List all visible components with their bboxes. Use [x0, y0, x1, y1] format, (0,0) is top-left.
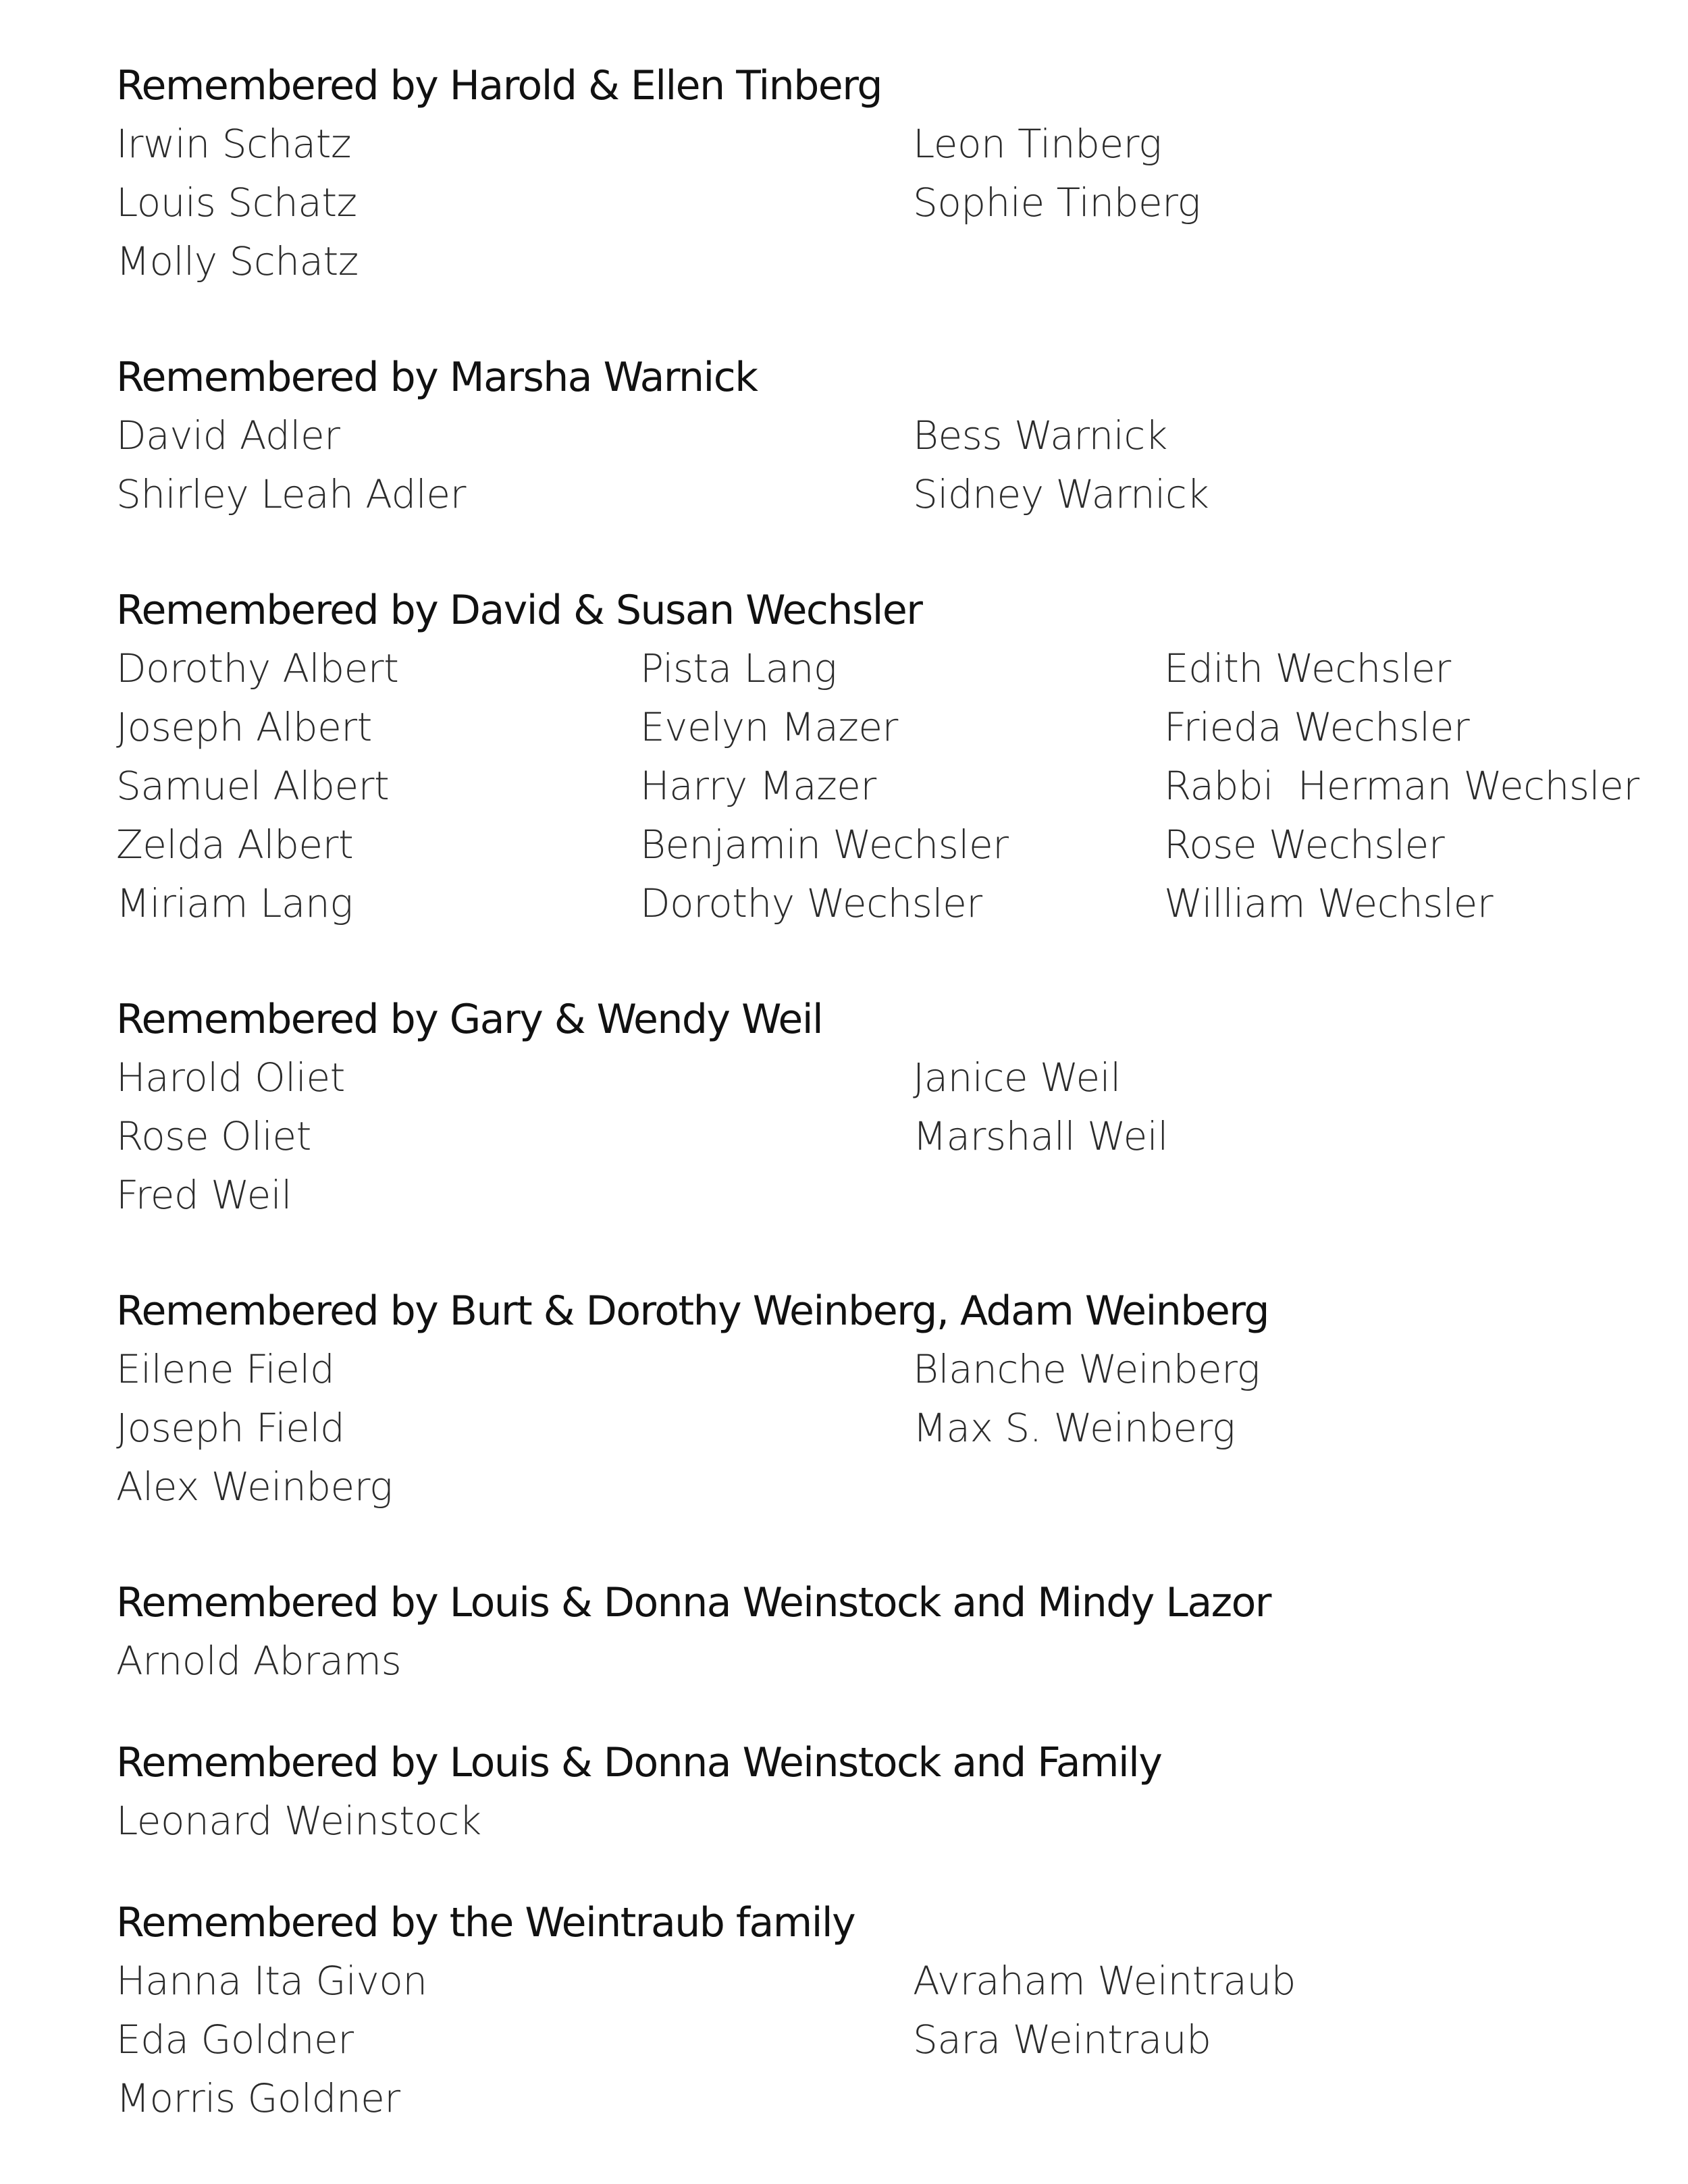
section-spacer	[116, 1690, 1642, 1734]
name-entry: Avraham Weintraub	[913, 1958, 1296, 2004]
name-entry: Pista Lang	[640, 645, 837, 691]
name-entry: Eilene Field	[116, 1346, 335, 1392]
name-entry: Morris Goldner	[116, 2075, 400, 2121]
name-entry: Molly Schatz	[116, 238, 359, 284]
name-entry: Rabbi Herman Wechsler	[1164, 763, 1639, 809]
section-heading: Remembered by Marsha Warnick	[116, 354, 758, 401]
name-entry: Samuel Albert	[116, 763, 390, 809]
name-entry: Zelda Albert	[116, 822, 354, 868]
name-list	[116, 1632, 1642, 1690]
section-spacer	[116, 291, 1642, 348]
name-entry: Joseph Albert	[116, 704, 372, 750]
name-list	[116, 639, 1642, 933]
name-list	[116, 1952, 1642, 2128]
memorial-section	[116, 1734, 1642, 1850]
memorial-section	[116, 581, 1642, 933]
name-entry: David Adler	[116, 412, 340, 458]
name-entry: Sidney Warnick	[913, 471, 1209, 517]
section-spacer	[116, 524, 1642, 581]
section-heading: Remembered by Harold & Ellen Tinberg	[116, 62, 882, 109]
name-entry: Rose Wechsler	[1164, 822, 1445, 868]
name-entry: Leonard Weinstock	[116, 1798, 481, 1844]
memorial-section	[116, 1894, 1642, 2128]
name-entry: Bess Warnick	[913, 412, 1167, 458]
section-spacer	[116, 1850, 1642, 1894]
name-entry: Fred Weil	[116, 1172, 292, 1218]
memorial-section	[116, 990, 1642, 1225]
name-list	[116, 115, 1642, 291]
section-heading: Remembered by the Weintraub family	[116, 1899, 855, 1946]
section-spacer	[116, 1225, 1642, 1282]
name-entry: Max S. Weinberg	[913, 1405, 1236, 1451]
name-list	[116, 1792, 1642, 1850]
name-entry: William Wechsler	[1164, 880, 1494, 926]
name-entry: Janice Weil	[913, 1055, 1121, 1100]
name-entry: Edith Wechsler	[1164, 645, 1451, 691]
name-entry: Hanna Ita Givon	[116, 1958, 427, 2004]
name-entry: Louis Schatz	[116, 180, 357, 225]
name-entry: Rose Oliet	[116, 1113, 311, 1159]
name-entry: Dorothy Albert	[116, 645, 399, 691]
name-entry: Dorothy Wechsler	[640, 880, 982, 926]
name-entry: Irwin Schatz	[116, 121, 351, 167]
name-entry: Frieda Wechsler	[1164, 704, 1470, 750]
name-entry: Harry Mazer	[640, 763, 876, 809]
section-heading: Remembered by Louis & Donna Weinstock and Mindy Lazor	[116, 1579, 1271, 1626]
name-entry: Shirley Leah Adler	[116, 471, 466, 517]
section-heading: Remembered by Louis & Donna Weinstock and Family	[116, 1739, 1162, 1786]
name-entry: Leon Tinberg	[913, 121, 1162, 167]
name-list	[116, 406, 1642, 524]
name-entry: Evelyn Mazer	[640, 704, 898, 750]
name-list	[116, 1048, 1642, 1225]
section-spacer	[116, 933, 1642, 990]
section-heading: Remembered by Gary & Wendy Weil	[116, 996, 823, 1043]
name-entry: Arnold Abrams	[116, 1638, 402, 1684]
name-entry: Miriam Lang	[116, 880, 353, 926]
memorial-page	[116, 57, 1642, 2128]
name-entry: Alex Weinberg	[116, 1464, 393, 1510]
memorial-section	[116, 1282, 1642, 1516]
name-entry: Sophie Tinberg	[913, 180, 1201, 225]
name-entry: Benjamin Wechsler	[640, 822, 1009, 868]
memorial-section	[116, 348, 1642, 524]
section-heading: Remembered by David & Susan Wechsler	[116, 587, 922, 634]
memorial-section	[116, 1574, 1642, 1690]
memorial-section	[116, 57, 1642, 291]
name-entry: Blanche Weinberg	[913, 1346, 1260, 1392]
name-entry: Joseph Field	[116, 1405, 345, 1451]
section-spacer	[116, 1516, 1642, 1574]
name-entry: Sara Weintraub	[913, 2017, 1211, 2062]
section-heading: Remembered by Burt & Dorothy Weinberg, Adam Weinberg	[116, 1287, 1269, 1335]
name-list	[116, 1340, 1642, 1516]
name-entry: Marshall Weil	[913, 1113, 1168, 1159]
name-entry: Harold Oliet	[116, 1055, 345, 1100]
name-entry: Eda Goldner	[116, 2017, 354, 2062]
